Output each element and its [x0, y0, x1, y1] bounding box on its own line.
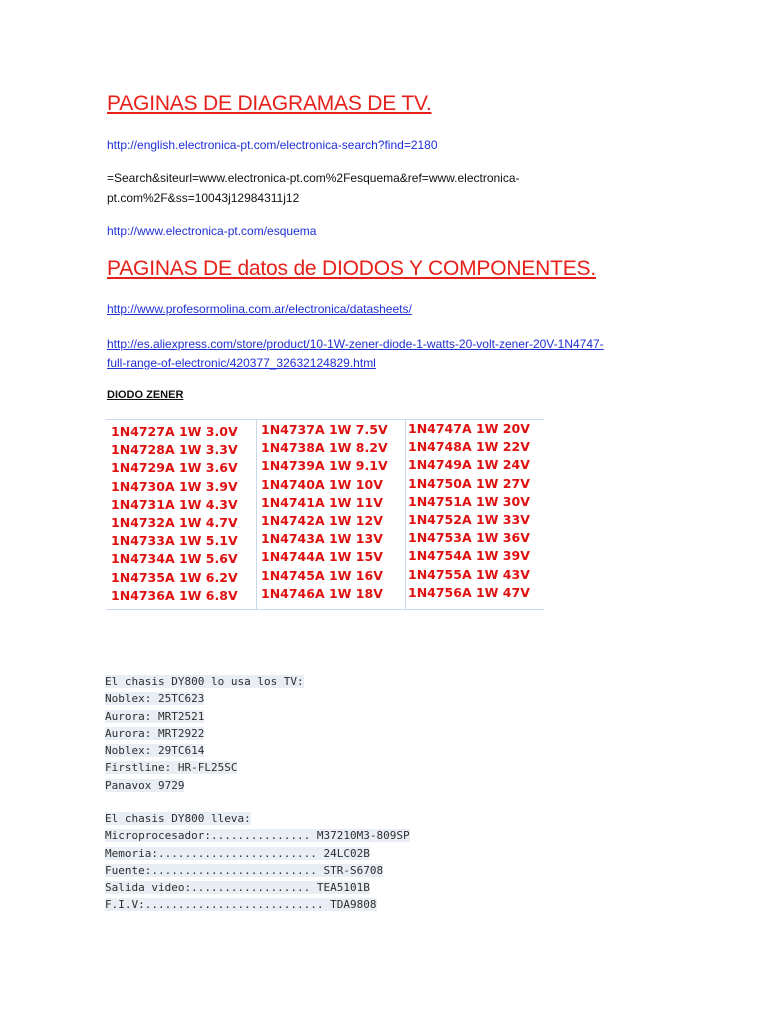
link-datasheets[interactable]: http://www.profesormolina.com.ar/electronica/datasheets/	[107, 302, 412, 316]
chasis-tv-line: Aurora: MRT2521	[105, 709, 205, 723]
chasis-parts-line: Memoria:........................ 24LC02B	[105, 846, 370, 860]
heading-diodos: PAGINAS DE datos de DIODOS Y COMPONENTES.	[107, 257, 596, 280]
zener-cell: 1N4733A 1W 5.1V	[111, 533, 238, 549]
zener-cell: 1N4743A 1W 13V	[261, 531, 383, 547]
zener-cell: 1N4752A 1W 33V	[408, 511, 530, 527]
link-esquema[interactable]: http://www.electronica-pt.com/esquema	[107, 224, 317, 238]
chasis-parts-line: Fuente:......................... STR-S6708	[105, 863, 384, 877]
zener-cell: 1N4738A 1W 8.2V	[261, 440, 388, 456]
chasis-tv-line: Firstline: HR-FL25SC	[105, 761, 238, 775]
zener-cell: 1N4739A 1W 9.1V	[261, 458, 388, 474]
zener-cell: 1N4735A 1W 6.2V	[111, 569, 238, 585]
chasis-parts-line: Salida video:.................. TEA5101B	[105, 881, 370, 895]
zener-cell: 1N4730A 1W 3.9V	[111, 478, 238, 494]
zener-cell: 1N4750A 1W 27V	[408, 475, 530, 491]
link-aliexpress-line-1[interactable]: http://es.aliexpress.com/store/product/10-1W-zener-diode-1-watts-20-volt-zener-20V-1N4747-	[107, 337, 604, 351]
zener-cell: 1N4747A 1W 20V	[408, 421, 530, 436]
zener-cell: 1N4727A 1W 3.0V	[111, 424, 238, 439]
zener-cell: 1N4734A 1W 5.6V	[111, 551, 238, 567]
chasis-parts-line: F.I.V:........................... TDA9808	[105, 898, 377, 912]
zener-column-1	[106, 420, 256, 612]
chasis-tv-line: Aurora: MRT2922	[105, 726, 205, 740]
search-url-continuation-2: pt.com%2F&ss=10043j12984311j12	[107, 191, 300, 205]
chasis-tv-line: Panavox 9729	[105, 778, 185, 792]
zener-cell: 1N4736A 1W 6.8V	[111, 587, 238, 603]
zener-cell: 1N4731A 1W 4.3V	[111, 496, 238, 512]
zener-table	[106, 419, 544, 610]
zener-cell: 1N4737A 1W 7.5V	[261, 422, 388, 437]
zener-cell: 1N4756A 1W 47V	[408, 584, 530, 600]
zener-column-2	[256, 420, 406, 610]
zener-cell: 1N4740A 1W 10V	[261, 476, 383, 492]
link-electronica-search[interactable]: http://english.electronica-pt.com/electronica-search?find=2180	[107, 138, 438, 152]
zener-cell: 1N4754A 1W 39V	[408, 548, 530, 564]
zener-cell: 1N4749A 1W 24V	[408, 457, 530, 473]
zener-cell: 1N4745A 1W 16V	[261, 567, 383, 583]
chasis-tv-line: El chasis DY800 lo usa los TV:	[105, 675, 304, 688]
zener-section-title: DIODO ZENER	[107, 389, 184, 401]
zener-cell: 1N4728A 1W 3.3V	[111, 442, 238, 458]
chasis-parts-line: El chasis DY800 lleva:	[105, 812, 251, 825]
chasis-parts-line: Microprocesador:............... M37210M3-809SP	[105, 829, 410, 843]
zener-cell: 1N4746A 1W 18V	[261, 585, 383, 601]
zener-cell: 1N4732A 1W 4.7V	[111, 514, 238, 530]
chasis-parts-list	[105, 810, 410, 914]
chasis-tv-list	[105, 673, 304, 794]
zener-cell: 1N4742A 1W 12V	[261, 512, 383, 528]
search-url-continuation-1: =Search&siteurl=www.electronica-pt.com%2Fesquema&ref=www.electronica-	[107, 171, 520, 185]
zener-column-3	[406, 420, 544, 609]
zener-cell: 1N4744A 1W 15V	[261, 549, 383, 565]
zener-cell: 1N4751A 1W 30V	[408, 493, 530, 509]
zener-cell: 1N4748A 1W 22V	[408, 439, 530, 455]
link-aliexpress-line-2[interactable]: full-range-of-electronic/420377_32632124829.html	[107, 356, 376, 370]
chasis-tv-line: Noblex: 29TC614	[105, 744, 205, 758]
zener-cell: 1N4753A 1W 36V	[408, 530, 530, 546]
zener-cell: 1N4729A 1W 3.6V	[111, 460, 238, 476]
zener-cell: 1N4755A 1W 43V	[408, 566, 530, 582]
heading-diagramas: PAGINAS DE DIAGRAMAS DE TV.	[107, 92, 432, 115]
chasis-tv-line: Noblex: 25TC623	[105, 692, 205, 706]
zener-cell: 1N4741A 1W 11V	[261, 494, 383, 510]
